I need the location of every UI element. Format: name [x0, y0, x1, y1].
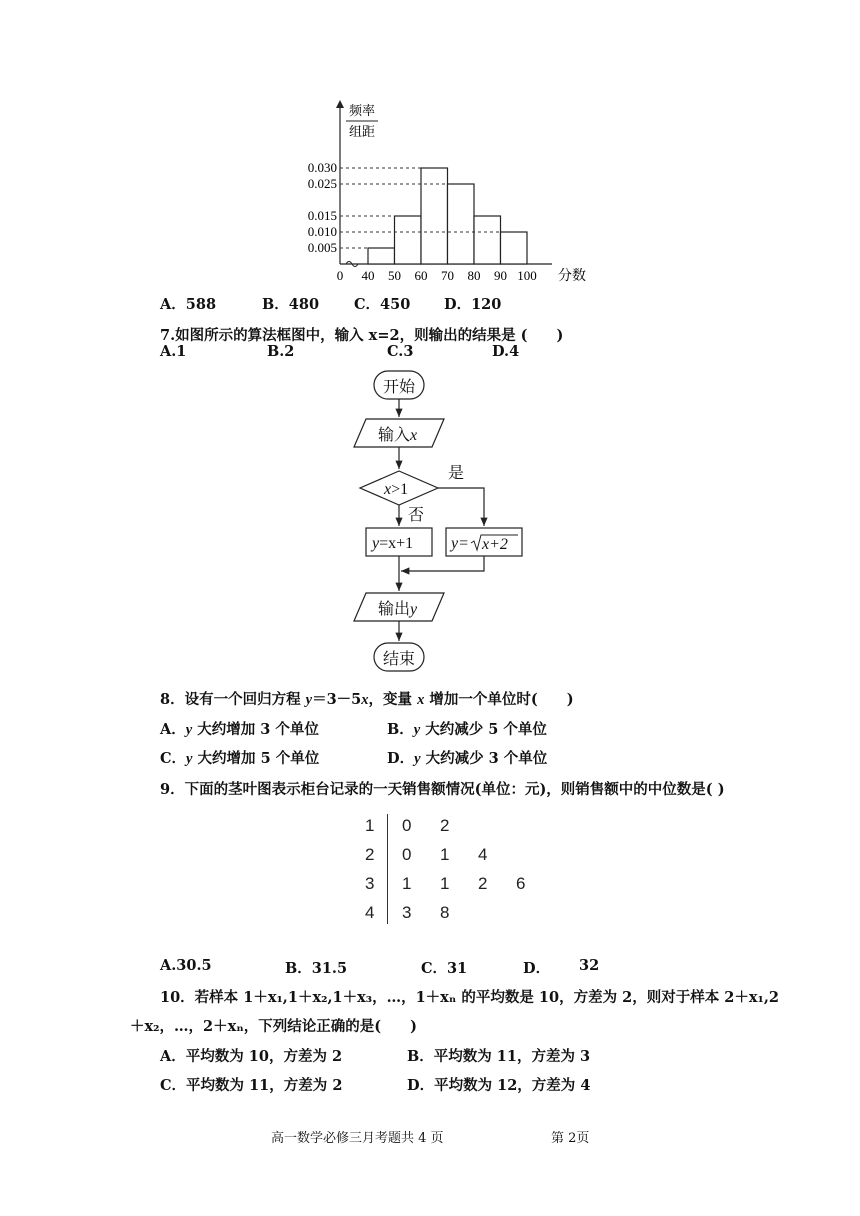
leaf: 1 [402, 874, 412, 893]
q8-stem: 8．设有一个回归方程 y＝3－5x，变量 x 增加一个单位时( ) [160, 691, 574, 708]
q9-option-b: B．31.5 [285, 960, 348, 977]
q8-option-a: A．y 大约增加 3 个单位 [160, 721, 319, 738]
frequency-histogram [290, 92, 600, 292]
yes-label: 是 [448, 463, 465, 482]
svg-text:输入x: 输入x [378, 425, 418, 444]
x-tick-label: 0 [336, 268, 344, 283]
leaf: 0 [402, 845, 412, 864]
y-tick-label: 0.030 [307, 160, 337, 175]
q10-stem-line2: ＋x₂，…，2＋xₙ，下列结论正确的是( ) [130, 1018, 417, 1035]
q6-option-b: B．480 [262, 296, 320, 313]
leaf: 0 [402, 816, 412, 835]
x-axis-label: 分数 [558, 268, 586, 284]
start-label: 开始 [382, 377, 416, 396]
leaf: 4 [478, 845, 488, 864]
histogram-bar [368, 248, 395, 264]
cond-label: >1 [391, 481, 409, 498]
q9-option-d: D． [523, 960, 551, 977]
no-label: 否 [408, 505, 425, 524]
output-label: 输出 [378, 599, 411, 618]
histogram-bar [501, 232, 528, 264]
stem-leaf-divider [387, 814, 388, 924]
y-axis-arrow [336, 100, 344, 108]
q10-option-b: B．平均数为 11，方差为 3 [407, 1048, 591, 1065]
y-tick-label: 0.025 [307, 176, 337, 191]
leaf: 3 [402, 903, 412, 922]
y-label-numerator: 频率 [348, 104, 376, 119]
stem-3: 3 [365, 874, 375, 893]
x-tick-label: 80 [467, 268, 481, 283]
q7-option-b: B.2 [267, 343, 295, 360]
right-box-prefix: y= [451, 535, 469, 552]
svg-text:y=x+1: y=x+1 [372, 535, 414, 552]
y-tick-label: 0.005 [307, 240, 337, 255]
x-tick-label: 90 [494, 268, 507, 283]
leaf: 8 [440, 903, 450, 922]
svg-text:输出y: 输出y [378, 599, 418, 618]
x-tick-label: 60 [414, 268, 428, 283]
q6-option-a: A．588 [160, 296, 217, 313]
leaf: 2 [440, 816, 450, 835]
leaf: 6 [516, 874, 526, 893]
q8-option-b: B．y 大约减少 5 个单位 [387, 721, 547, 738]
footer-page-number: 第 2页 [551, 1131, 590, 1146]
input-label: 输入 [378, 425, 411, 444]
q9-option-d-value: 32 [579, 957, 600, 974]
q9-option-c: C．31 [421, 960, 468, 977]
q10-option-c: C．平均数为 11，方差为 2 [160, 1077, 343, 1094]
histogram-bar [395, 216, 422, 264]
svg-text:x>1: x>1 [384, 481, 409, 498]
stem-2: 2 [365, 845, 375, 864]
leaf: 1 [440, 845, 450, 864]
q7-stem: 7.如图所示的算法框图中，输入 x=2，则输出的结果是 ( ) [160, 327, 564, 344]
end-label: 结束 [382, 649, 416, 668]
q8-option-d: D．y 大约减少 3 个单位 [387, 750, 548, 767]
histogram-bar [448, 184, 475, 264]
q10-option-a: A．平均数为 10，方差为 2 [160, 1048, 343, 1065]
x-tick-label: 40 [361, 268, 375, 283]
q7-option-d: D.4 [492, 343, 520, 360]
y-label-denominator: 组距 [348, 125, 376, 140]
q9-stem: 9．下面的茎叶图表示柜台记录的一天销售额情况(单位：元)，则销售额中的中位数是( ) [160, 781, 725, 798]
q9-option-a: A.30.5 [160, 957, 212, 974]
y-tick-label: 0.015 [307, 208, 337, 223]
right-box-radicand: x+2 [482, 536, 508, 553]
stem-4: 4 [365, 903, 375, 922]
q6-option-d: D．120 [444, 296, 502, 313]
footer-page-count: 高一数学必修三月考题共 4 页 [271, 1131, 444, 1146]
leaf: 2 [478, 874, 488, 893]
y-tick-label: 0.010 [307, 224, 337, 239]
left-box-label: =x+1 [379, 535, 414, 552]
q6-option-c: C．450 [354, 296, 411, 313]
x-tick-label: 50 [388, 268, 401, 283]
x-tick-label: 100 [517, 268, 537, 283]
x-tick-label: 70 [441, 268, 454, 283]
histogram-bar [421, 168, 448, 264]
q10-option-d: D．平均数为 12，方差为 4 [407, 1077, 591, 1094]
stem-leaf-plot [355, 812, 555, 932]
algorithm-flowchart [340, 365, 540, 675]
q7-option-a: A.1 [160, 343, 187, 360]
q10-stem-line1: 10．若样本 1＋x₁,1＋x₂,1＋x₃，…，1＋xₙ 的平均数是 10，方差为 2，则对于样本 2＋x₁,2 [160, 989, 780, 1006]
q7-option-c: C.3 [387, 343, 414, 360]
q8-option-c: C．y 大约增加 5 个单位 [160, 750, 320, 767]
leaf: 1 [440, 874, 450, 893]
histogram-bar [474, 216, 501, 264]
stem-1: 1 [365, 816, 375, 835]
